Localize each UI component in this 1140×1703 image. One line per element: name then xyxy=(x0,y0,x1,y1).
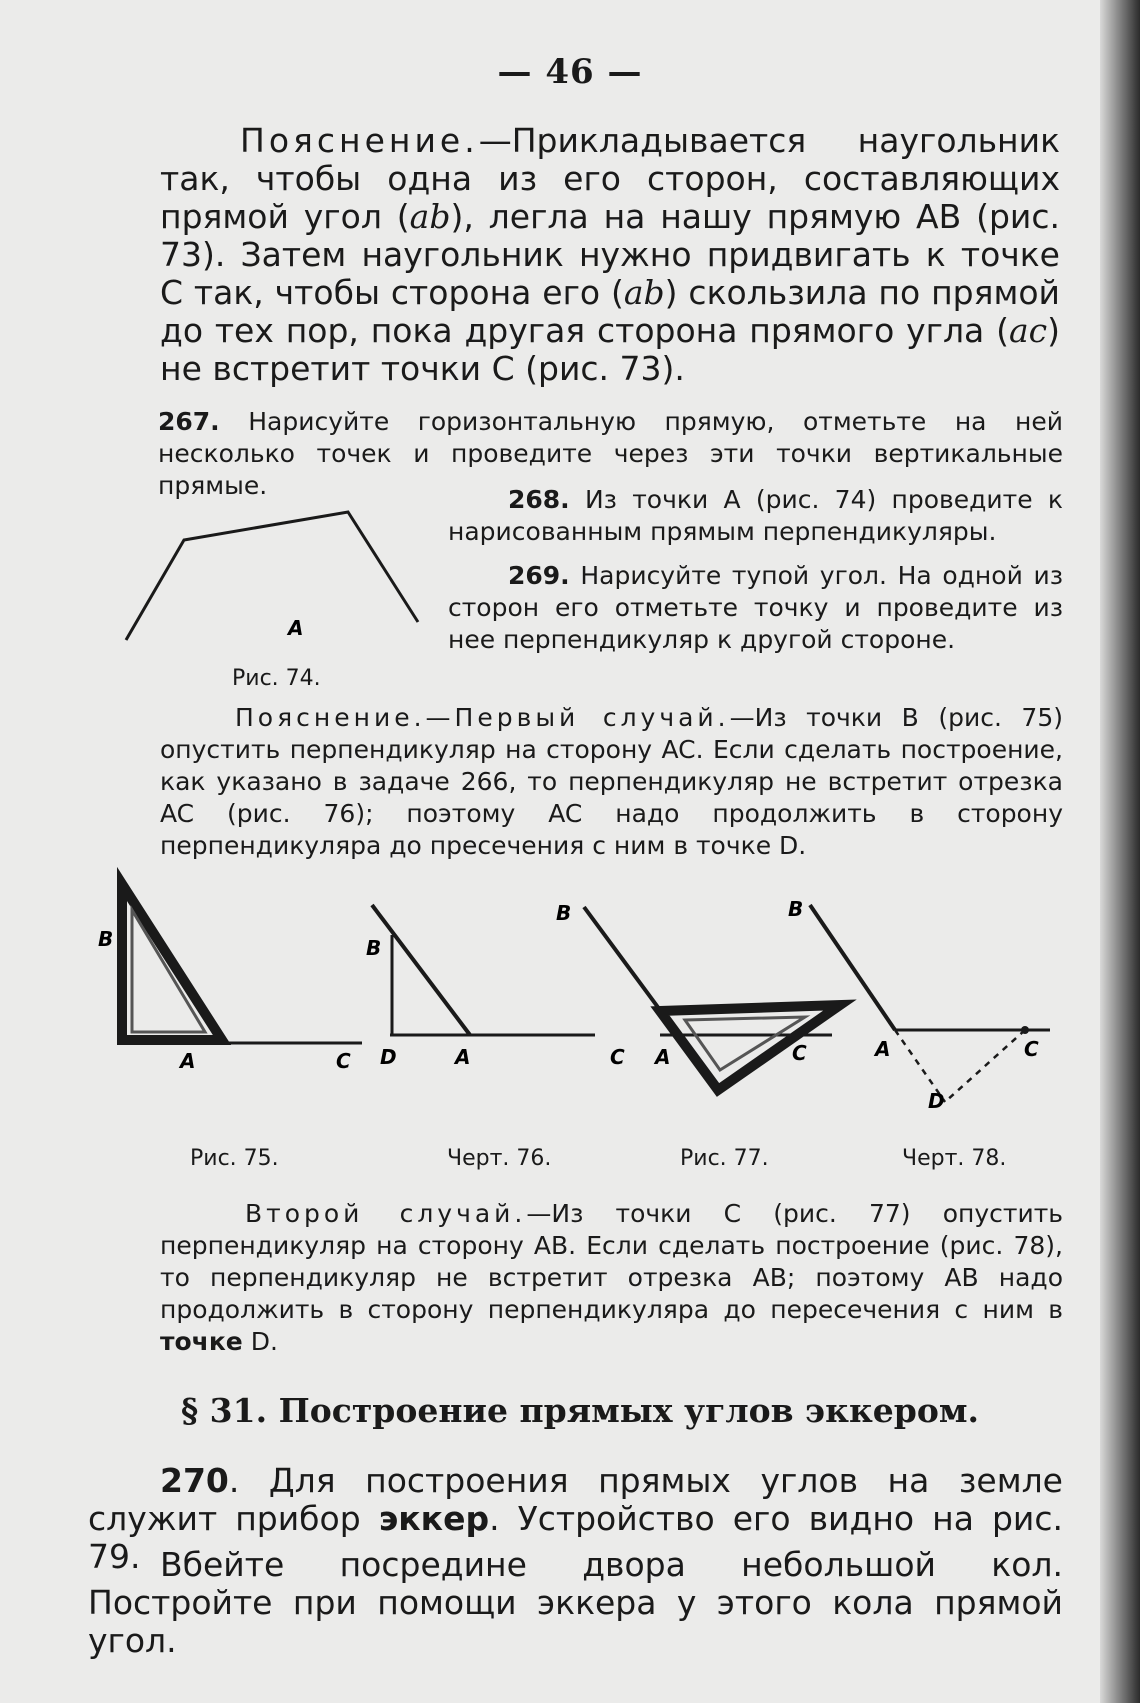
fig75-label-b: B xyxy=(98,927,114,951)
book-spine-shadow xyxy=(1100,0,1140,1703)
instruction-paragraph: Вбейте посредине двора небольшой кол. Постройте при помощи эккера у этого кола прямой угол. xyxy=(88,1545,1063,1660)
fig78-point-c xyxy=(1021,1026,1029,1034)
exercise-267: 267. Нарисуйте горизонтальную прямую, отметьте на ней несколько точек и проведите через эти точки вертикальные прямые. xyxy=(158,407,1064,500)
fig78-label-b: B xyxy=(788,897,804,921)
fig76-label-d: D xyxy=(380,1045,397,1069)
fig77-label-c2: C xyxy=(792,1041,807,1065)
fig75-label-c: C xyxy=(336,1049,351,1073)
exercise-269: 269. Нарисуйте тупой угол. На одной из сторон его отметьте точку и проведите из нее перпендикуляр к другой стороне. xyxy=(448,561,1063,654)
fig78-perpendicular-cd xyxy=(945,1030,1025,1102)
fig78-label-c: C xyxy=(1024,1037,1039,1061)
fig76-label-a: A xyxy=(455,1045,471,1069)
fig75-set-square xyxy=(122,884,222,1040)
explanation-paragraph-1: Пояснение.—Прикладывается наугольник так, чтобы одна из его сторон, составляющих прямой угол (ab), легла на нашу прямую AB (рис. 73). Затем наугольник нужно придвигать к точке C так, чтобы сторона его (ab) скользила по прямой до тех пор, пока другая сторона прямого угла (ac) не встретит точки C (рис. 73). xyxy=(160,121,1060,388)
figure-78 xyxy=(788,880,1060,1113)
fig78-caption: Черт. 78. xyxy=(902,1146,1007,1171)
exercise-270: 270. Для построения прямых углов на земле служит прибор эккер. Устройство его видно на рис. 79. xyxy=(88,1461,1063,1576)
section-heading: § 31. Построение прямых углов эккером. xyxy=(180,1391,980,1430)
page-number: — 46 — xyxy=(497,52,643,92)
fig77-label-b: B xyxy=(556,901,572,925)
fig78-label-a: A xyxy=(875,1037,891,1061)
fig78-label-d: D xyxy=(928,1089,945,1113)
fig77-label-a: A xyxy=(655,1045,671,1069)
fig78-side-ab xyxy=(810,905,895,1030)
fig76-label-b: B xyxy=(366,936,382,960)
fig77-label-c1: C xyxy=(610,1045,625,1069)
fig76-side-ab xyxy=(372,905,470,1035)
exercise-268: 268. Из точки A (рис. 74) проведите к нарисованным прямым перпендикуляры. xyxy=(448,485,1063,546)
explanation-paragraph-3: Второй случай.—Из точки C (рис. 77) опустить перпендикуляр на сторону AB. Если сделать построение (рис. 78), то перпендикуляр не встретит отрезка AB; поэтому AB надо продолжить в сторону перпендикуляра до пересечения с ним в точке D. xyxy=(160,1199,1064,1356)
fig74-caption: Рис. 74. xyxy=(232,666,321,691)
explanation-paragraph-2: Пояснение.—Первый случай.—Из точки B (рис. 75) опустить перпендикуляр на сторону AC. Если сделать построение, как указано в задаче 266, то перпендикуляр не встретит отрезка AC (рис. 76); поэтому AC надо продолжить в сторону перпендикуляра до пресечения с ним в точке D. xyxy=(160,703,1063,860)
figure-75 xyxy=(98,870,370,1080)
fig75-label-a: A xyxy=(180,1049,196,1073)
fig74-obtuse-lines xyxy=(126,512,418,640)
fig77-side-ab xyxy=(584,907,660,1010)
fig76-caption: Черт. 76. xyxy=(447,1146,552,1171)
fig77-caption: Рис. 77. xyxy=(680,1146,769,1171)
fig74-label-a: A xyxy=(288,616,304,640)
fig75-caption: Рис. 75. xyxy=(190,1146,279,1171)
